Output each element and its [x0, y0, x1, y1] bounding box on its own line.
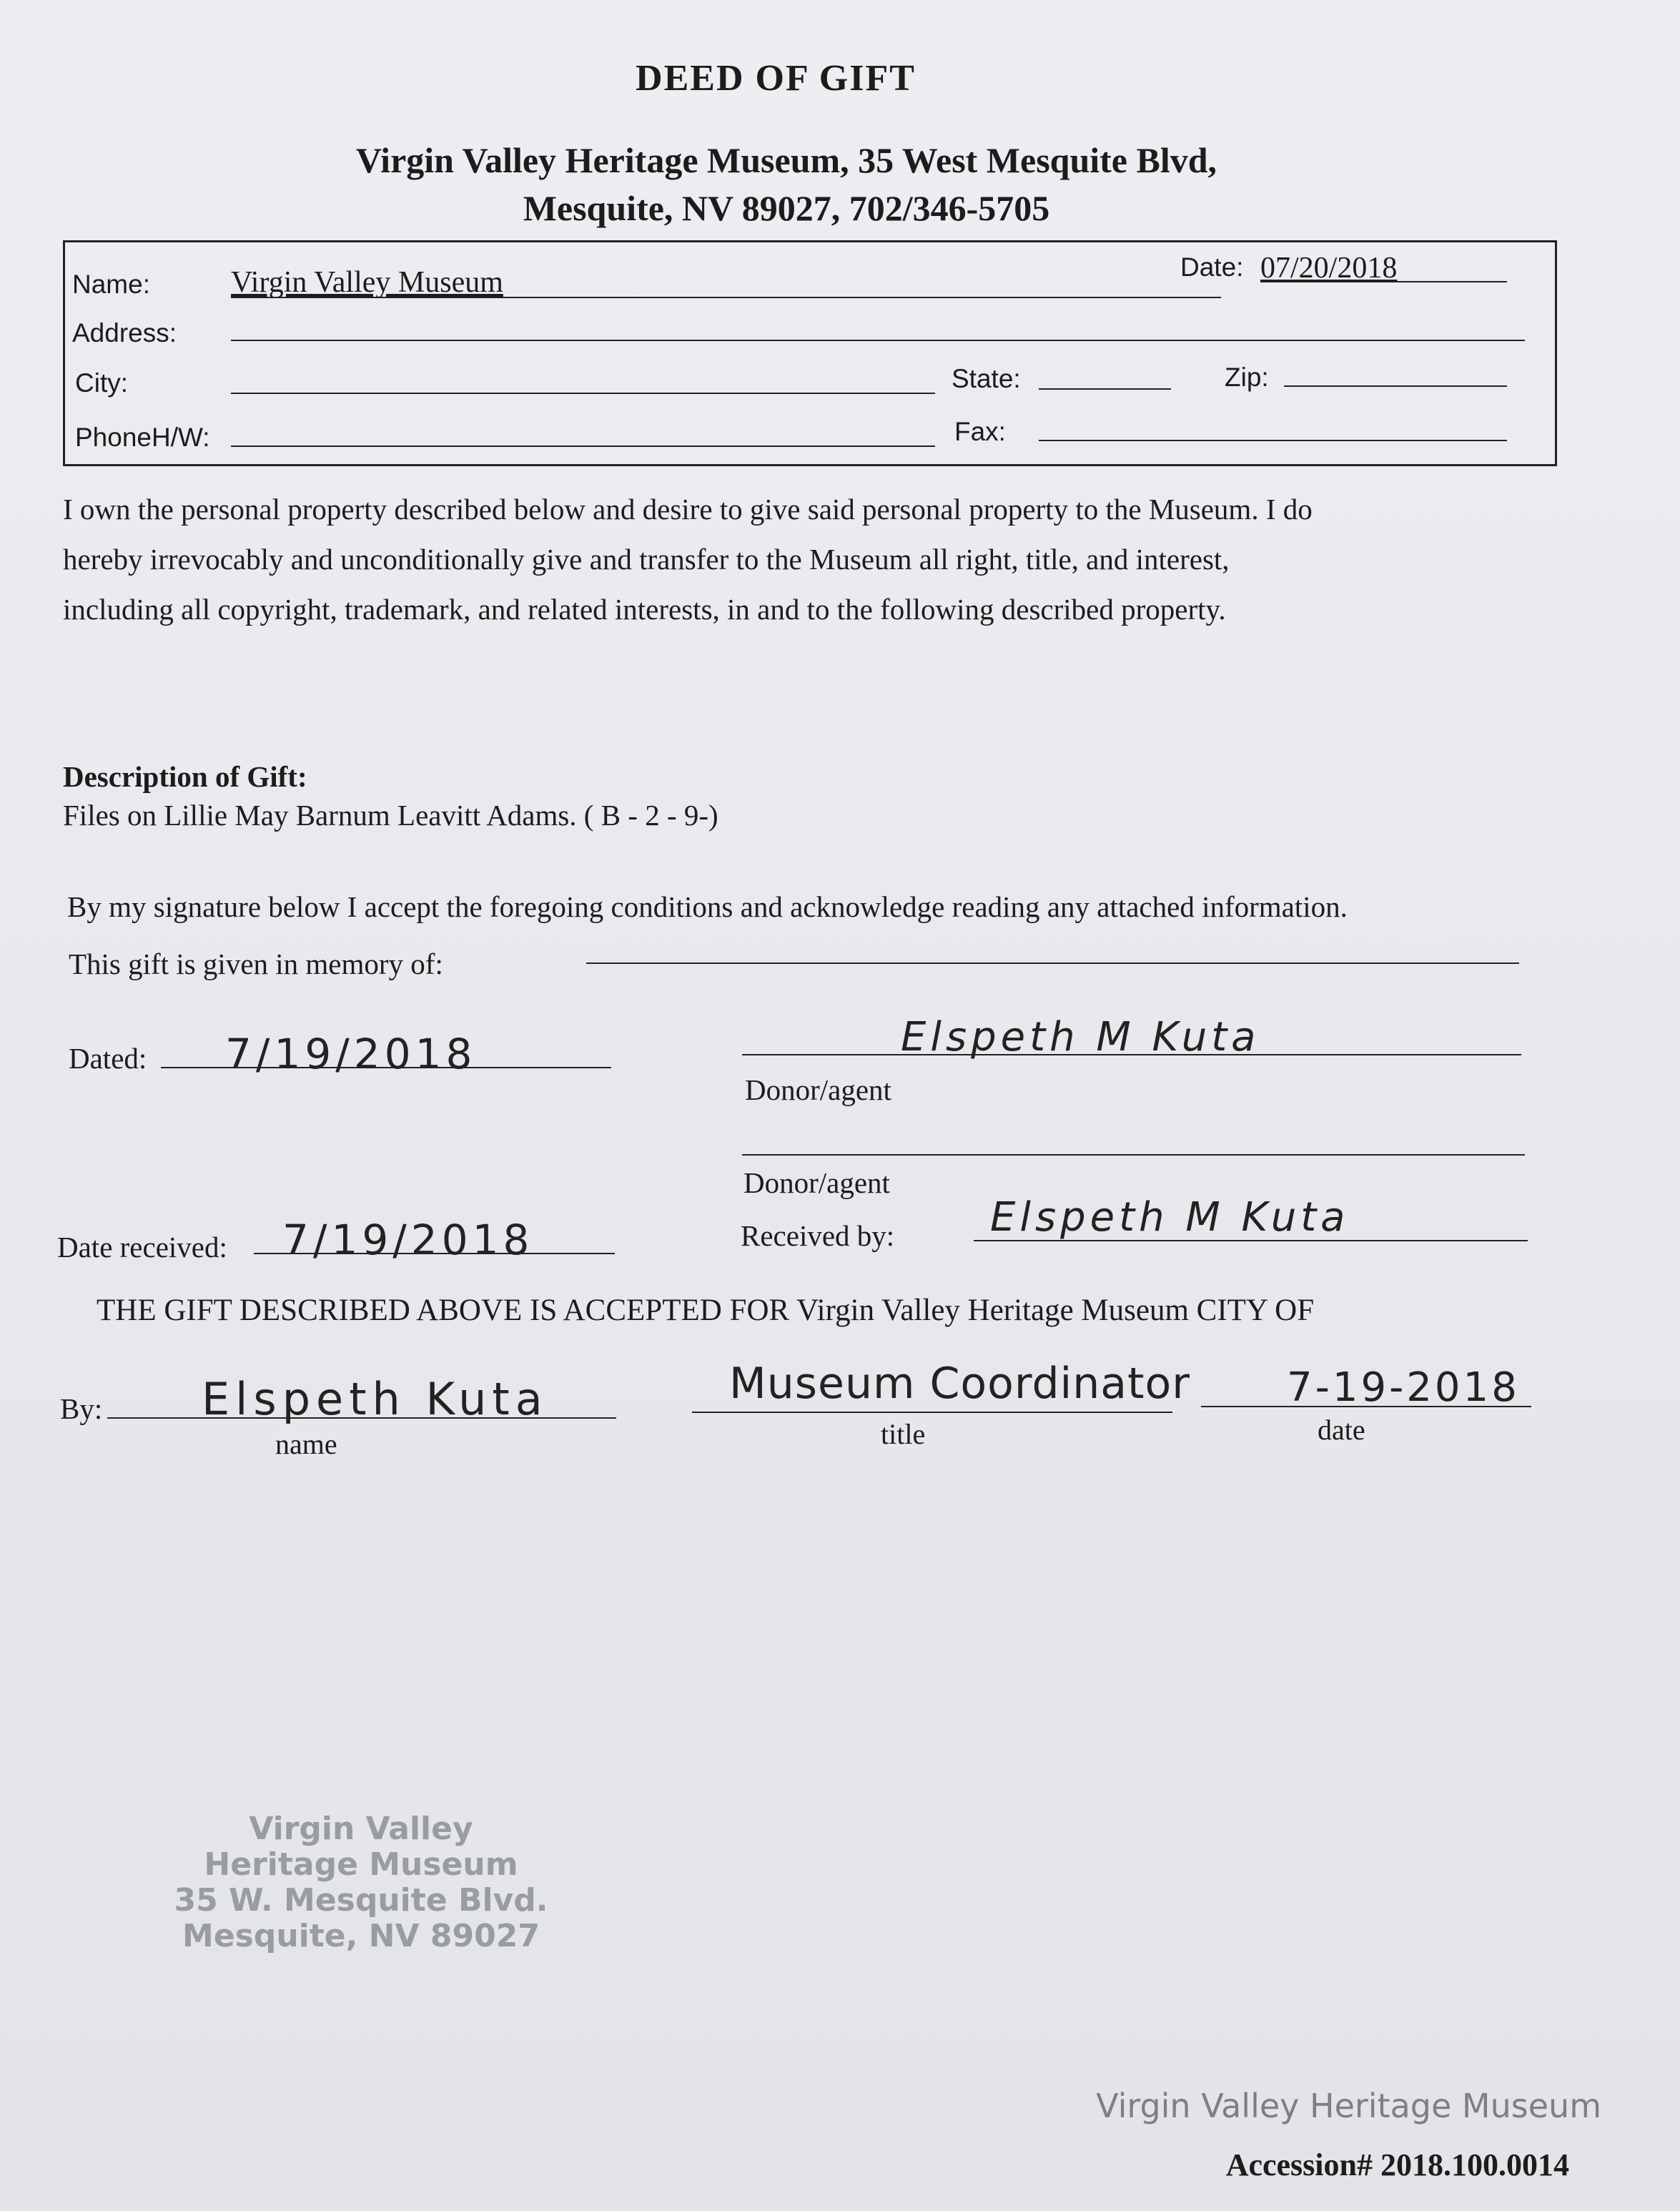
statement-line-1: I own the personal property described below and desire to give said personal property to the Museum. I do — [63, 493, 1313, 526]
accepted-by-name-line — [107, 1417, 616, 1419]
received-by-signature: Elspeth M Kuta — [990, 1194, 1350, 1241]
gift-heading: Description of Gift: — [63, 760, 307, 793]
state-label: State: — [952, 364, 1021, 393]
accepted-title-line — [692, 1412, 1172, 1413]
name-caption: name — [275, 1428, 337, 1460]
museum-stamp-line-3: 35 W. Mesquite Blvd. — [174, 1882, 548, 1919]
date-received-label: Date received: — [57, 1231, 227, 1264]
donor-info-box — [63, 240, 1557, 466]
accepted-statement: THE GIFT DESCRIBED ABOVE IS ACCEPTED FOR Virgin Valley Heritage Museum CITY OF — [97, 1294, 1315, 1327]
date-received-handwritten-value: 7/19/2018 — [282, 1216, 534, 1264]
dated-handwritten-value: 7/19/2018 — [225, 1030, 477, 1078]
zip-label: Zip: — [1225, 363, 1269, 392]
date-field-line — [1260, 281, 1507, 282]
date-received-line — [254, 1253, 615, 1254]
address-field-line[interactable] — [231, 340, 1525, 341]
statement-line-3: including all copyright, trademark, and related interests, in and to the following described property. — [63, 593, 1226, 626]
statement-line-2: hereby irrevocably and unconditionally give and transfer to the Museum all right, title, and interest, — [63, 543, 1230, 576]
accession-number: Accession# 2018.100.0014 — [1225, 2147, 1569, 2182]
date-label: Date: — [1180, 252, 1244, 282]
memory-field-line[interactable] — [586, 962, 1519, 964]
accepted-title-handwritten: Museum Coordinator — [729, 1359, 1190, 1409]
donor-agent-caption-2: Donor/agent — [743, 1166, 890, 1199]
city-label: City: — [75, 368, 128, 398]
donor-signature-line-2[interactable] — [742, 1154, 1525, 1156]
name-field-value[interactable]: Virgin Valley Museum — [231, 266, 503, 299]
phone-label: PhoneH/W: — [75, 423, 210, 452]
document-title: DEED OF GIFT — [636, 58, 916, 99]
phone-field-line[interactable] — [231, 445, 935, 447]
donor-signature-line — [742, 1054, 1521, 1055]
city-field-line[interactable] — [231, 393, 935, 394]
dated-field-line — [161, 1067, 611, 1068]
org-address-line-1: Virgin Valley Heritage Museum, 35 West Mesquite Blvd, — [355, 140, 1217, 180]
museum-stamp-line-4: Mesquite, NV 89027 — [182, 1918, 540, 1954]
museum-stamp-line-1: Virgin Valley — [249, 1811, 473, 1847]
accepted-date-line — [1201, 1406, 1531, 1407]
received-by-label: Received by: — [741, 1219, 895, 1252]
fax-field-line[interactable] — [1039, 440, 1507, 441]
received-by-line — [974, 1240, 1528, 1241]
acceptance-statement: By my signature below I accept the foregoing conditions and acknowledge reading any attached information. — [67, 890, 1348, 923]
date-caption: date — [1318, 1414, 1365, 1446]
accepted-by-name-handwritten: Elspeth Kuta — [202, 1373, 548, 1425]
museum-stamp-line-2: Heritage Museum — [204, 1846, 518, 1883]
donor-agent-caption-1: Donor/agent — [745, 1073, 891, 1106]
org-address-line-2: Mesquite, NV 89027, 702/346-5705 — [523, 188, 1050, 228]
dated-label: Dated: — [69, 1042, 147, 1075]
gift-description: Files on Lillie May Barnum Leavitt Adams. ( B - 2 - 9-) — [63, 799, 718, 832]
accepted-date-handwritten: 7-19-2018 — [1287, 1364, 1520, 1411]
title-caption: title — [881, 1418, 926, 1450]
fax-label: Fax: — [954, 417, 1006, 446]
zip-field-line[interactable] — [1284, 385, 1507, 387]
state-field-line[interactable] — [1039, 388, 1171, 390]
museum-watermark: Virgin Valley Heritage Museum — [1096, 2087, 1601, 2125]
donor-signature: Elspeth M Kuta — [901, 1014, 1260, 1060]
date-field-value[interactable]: 07/20/2018 — [1260, 252, 1398, 285]
name-field-line — [231, 297, 1221, 298]
name-label: Name: — [72, 270, 150, 299]
by-label: By: — [60, 1392, 103, 1425]
address-label: Address: — [72, 318, 177, 348]
memory-label: This gift is given in memory of: — [69, 947, 443, 980]
